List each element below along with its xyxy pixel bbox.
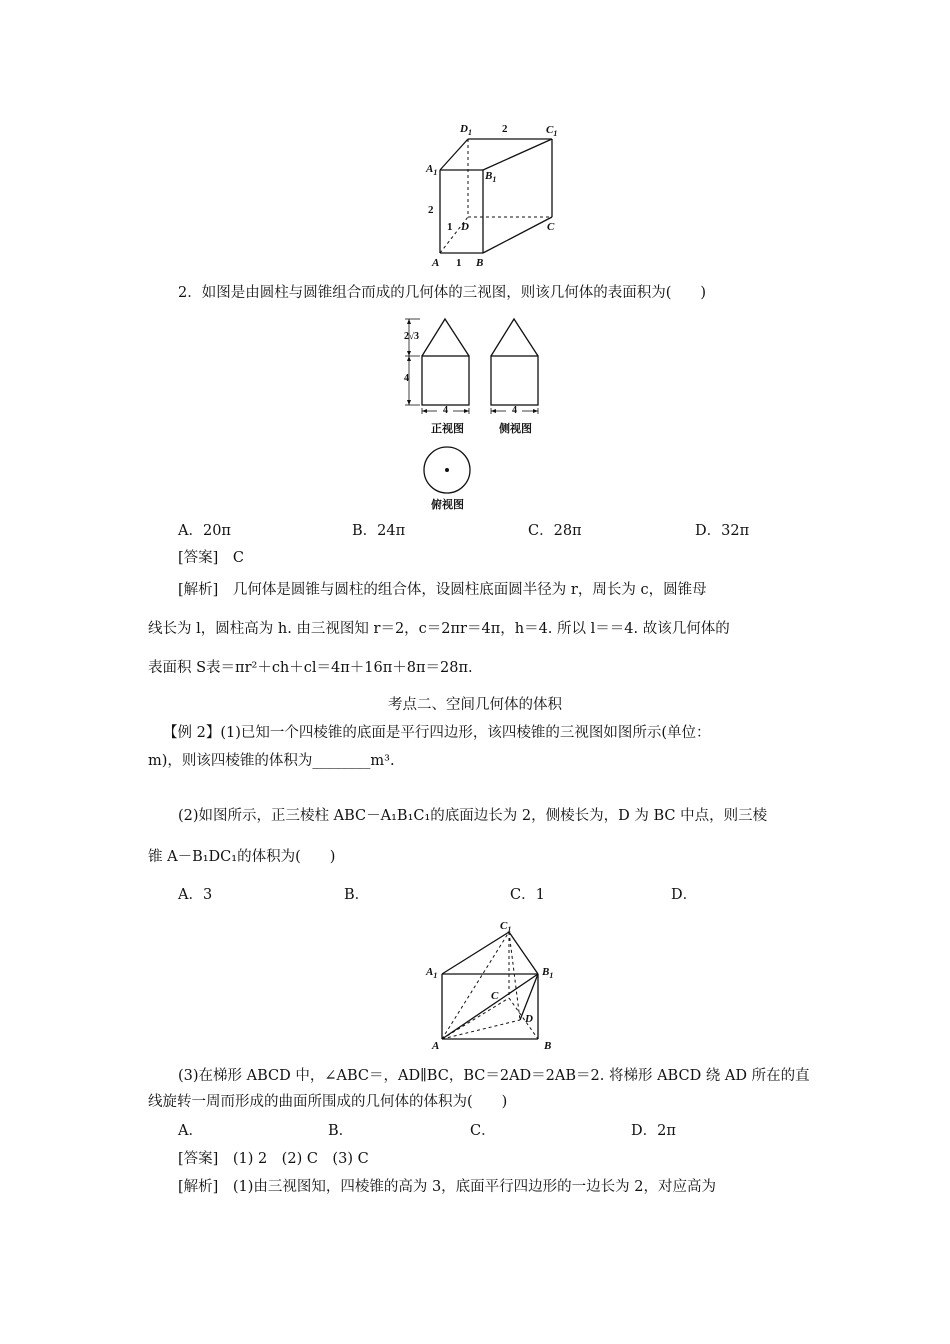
analysis-q2-line2: 线长为 l，圆柱高为 h. 由三视图知 r＝2，c＝2πr＝4π，h＝4. 所以 l＝＝4. 故该几何体的	[148, 621, 730, 637]
label-side-length: 2	[428, 204, 434, 216]
label-tri-d: D	[525, 1013, 533, 1025]
label-a1-letter: A	[426, 163, 434, 175]
top-view-circle	[420, 445, 474, 495]
label-b1	[485, 170, 496, 184]
answer-example-2: [答案] (1) 2 (2) C (3) C	[178, 1151, 369, 1167]
label-b: B	[476, 257, 484, 269]
label-d1-letter: D	[460, 123, 468, 135]
caption-front-view: 正视图	[431, 422, 464, 435]
example-2-part1-line2: m)，则该四棱锥的体积为________m³.	[148, 753, 395, 769]
option-d: D．32π	[695, 523, 750, 539]
dim-front-width: 4	[443, 405, 448, 416]
question-2-text: 2．如图是由圆柱与圆锥组合而成的几何体的三视图，则该几何体的表面积为( )	[178, 285, 707, 301]
label-b1-sub: 1	[492, 175, 497, 185]
answer-q2: [答案] C	[178, 550, 244, 566]
label-tri-b1-sub: 1	[549, 971, 554, 981]
label-tri-a1-sub: 1	[433, 971, 438, 981]
dim-cone-3: 3	[413, 331, 419, 342]
label-depth-length: 1	[447, 221, 453, 233]
section-title: 考点二、空间几何体的体积	[388, 697, 562, 713]
label-a1-sub: 1	[433, 168, 438, 178]
label-tri-a1-letter: A	[426, 966, 434, 978]
option-a: A．20π	[178, 523, 231, 539]
analysis-q2-line1: [解析] 几何体是圆锥与圆柱的组合体，设圆柱底面圆半径为 r，周长为 c，圆锥母	[178, 582, 707, 598]
label-c: C	[547, 221, 555, 233]
label-a: A	[432, 257, 440, 269]
label-tri-b1-letter: B	[542, 966, 550, 978]
label-a1	[426, 163, 437, 177]
p3-option-d: D．2π	[631, 1123, 676, 1139]
label-tri-a: A	[432, 1040, 440, 1052]
label-c1	[546, 124, 557, 138]
label-tri-a1	[426, 966, 437, 980]
option-c: C．28π	[528, 523, 582, 539]
label-d1	[460, 123, 472, 137]
label-tri-b: B	[544, 1040, 552, 1052]
p2-option-b: B．	[344, 887, 370, 903]
label-d1-sub: 1	[467, 128, 472, 138]
caption-side-view: 侧视图	[499, 422, 532, 435]
label-tri-c1-letter: C	[500, 920, 508, 932]
p3-option-b: B．	[328, 1123, 354, 1139]
p2-option-d: D．	[671, 887, 698, 903]
label-tri-b1	[542, 966, 553, 980]
label-c1-sub: 1	[553, 129, 558, 139]
triangular-prism-figure	[422, 918, 562, 1058]
dim-cylinder-height: 4	[404, 373, 409, 384]
label-b1-letter: B	[485, 170, 493, 182]
p2-option-a: A．3	[178, 887, 213, 903]
dim-side-width: 4	[512, 405, 517, 416]
dim-cone-2: 2	[404, 331, 409, 342]
analysis-example-2: [解析] (1)由三视图知，四棱锥的高为 3，底面平行四边形的一边长为 2，对应高为	[178, 1179, 717, 1195]
prism-figure	[420, 120, 570, 272]
caption-top-view: 俯视图	[431, 498, 464, 511]
label-tri-c1-sub: 1	[507, 925, 512, 935]
example-2-part1-line1: 【例 2】(1)已知一个四棱锥的底面是平行四边形，该四棱锥的三视图如图所示(单位：	[163, 725, 711, 741]
label-tri-c: C	[491, 990, 499, 1002]
label-top-length: 2	[502, 123, 508, 135]
analysis-q2-line3: 表面积 S表＝πr²＋ch＋cl＝4π＋16π＋8π＝28π.	[148, 660, 473, 676]
label-tri-c1	[500, 920, 511, 934]
p3-option-a: A．	[178, 1123, 203, 1139]
three-view-figure	[400, 312, 550, 432]
p3-option-c: C．	[470, 1123, 496, 1139]
label-d: D	[461, 221, 469, 233]
p2-option-c: C．1	[510, 887, 545, 903]
dim-cone-height: 2√3	[404, 331, 419, 342]
example-2-part3-line1: (3)在梯形 ABCD 中，∠ABC＝，AD∥BC，BC＝2AD＝2AB＝2. 将梯形 ABCD 绕 AD 所在的直	[178, 1068, 810, 1084]
label-c1-letter: C	[546, 124, 554, 136]
example-2-part3-line2: 线旋转一周而形成的曲面所围成的几何体的体积为( )	[148, 1094, 508, 1110]
label-base-length: 1	[456, 257, 462, 269]
option-b: B．24π	[352, 523, 406, 539]
example-2-part2-line1: (2)如图所示，正三棱柱 ABC－A₁B₁C₁的底面边长为 2，侧棱长为，D 为 BC 中点，则三棱	[178, 808, 768, 824]
example-2-part2-line2: 锥 A－B₁DC₁的体积为( )	[148, 849, 336, 865]
